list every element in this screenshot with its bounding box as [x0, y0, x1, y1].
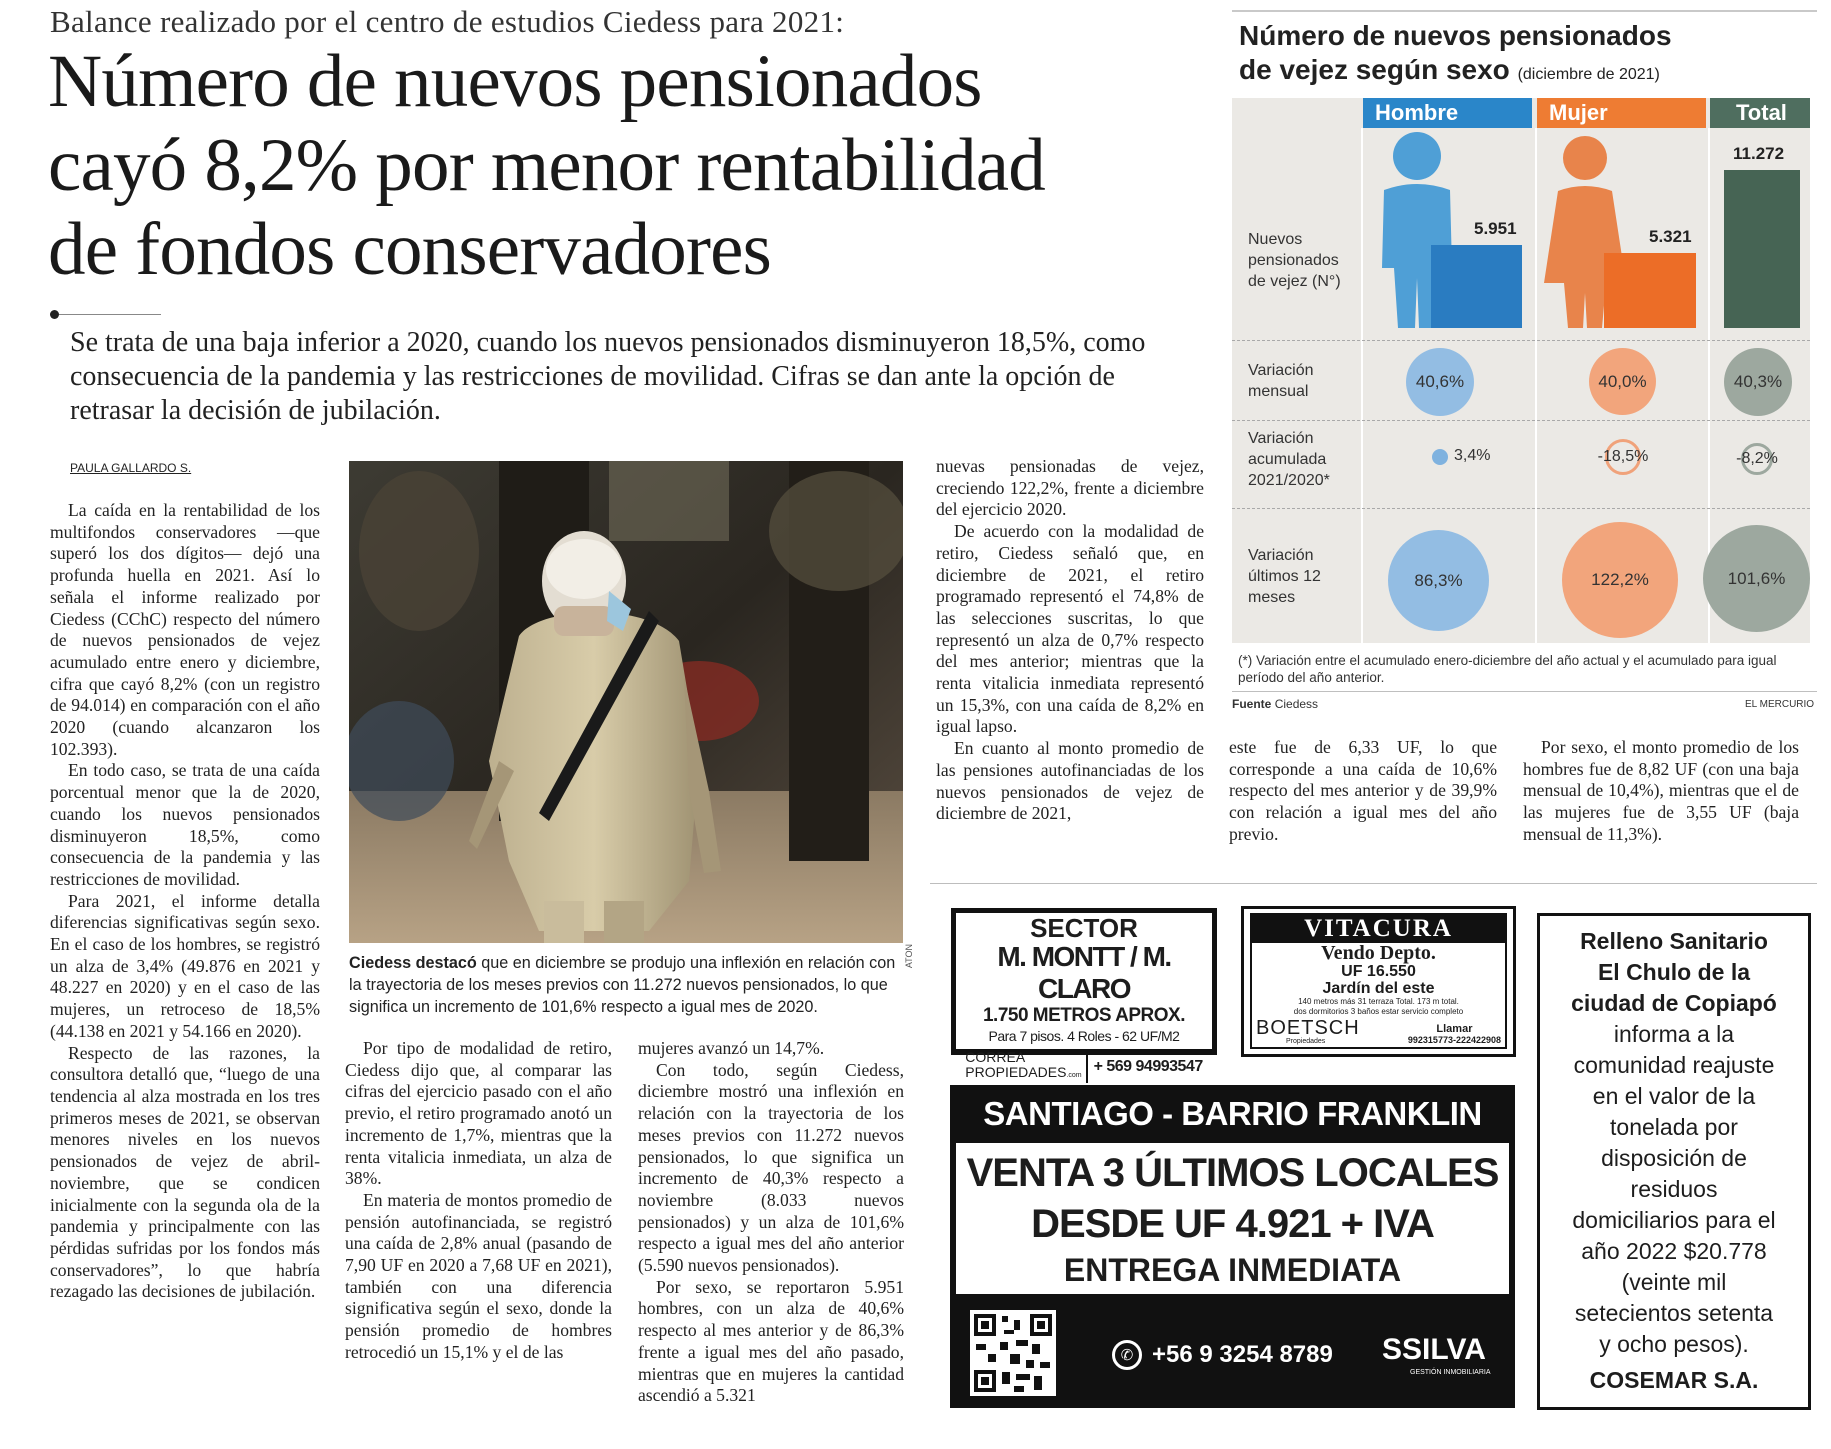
ad4-signature: COSEMAR S.A. — [1589, 1367, 1759, 1393]
infographic-title — [1239, 19, 1672, 92]
ad3-line1: VENTA 3 ÚLTIMOS LOCALES — [966, 1151, 1499, 1195]
column-divider — [1361, 128, 1363, 643]
column-header-hombre: Hombre — [1363, 98, 1532, 128]
ad2-brand-block — [1256, 1018, 1360, 1045]
row-divider — [1232, 420, 1810, 421]
headline-line: Número de nuevos pensionados — [48, 40, 982, 123]
ad4-body-line: comunidad reajuste — [1573, 1052, 1775, 1078]
article-column-2 — [345, 1038, 612, 1364]
ad3-line3: ENTREGA INMEDIATA — [1063, 1252, 1402, 1288]
ad2-line2: UF 16.550 — [1341, 963, 1416, 980]
ad4-body-line: disposición de — [1601, 1145, 1747, 1171]
ad3-line2: DESDE UF 4.921 + IVA — [1031, 1202, 1434, 1246]
row-label-acumulada: Variación acumulada 2021/2020* — [1248, 430, 1330, 489]
ad1-brand2: PROPIEDADES — [965, 1064, 1067, 1080]
caption-bold: Ciedess destacó — [349, 954, 477, 972]
paragraph: Por sexo, el monto promedio de los hombres fue de 8,82 UF (con una baja mensual de 10,4%), mientras que el de las mujeres fue de 3,55 UF (baja mensual de 11,3%). — [1523, 737, 1799, 844]
infographic-source — [1232, 697, 1318, 711]
paragraph: nuevas pensionadas de vejez, creciendo 122,2%, frente a diciembre del ejercicio 2020. — [936, 456, 1204, 520]
ad4-body-line: (veinte mil — [1621, 1269, 1727, 1295]
ad4-body-line: residuos — [1630, 1176, 1718, 1202]
ad-barrio-franklin[interactable] — [950, 1085, 1515, 1408]
paragraph: este fue de 6,33 UF, lo que corresponde a una caída de 10,6% respecto del mes anterior y de 39,9% con relación a igual mes del año previo. — [1229, 737, 1497, 844]
ad1-brand2-row — [965, 1065, 1081, 1083]
infographic-top-rule — [1232, 10, 1817, 12]
ad1-brand1: CORREA — [965, 1049, 1026, 1065]
standfirst: Se trata de una baja inferior a 2020, cuando los nuevos pensionados disminuyeron 18,5%, como consecuencia de la pandemia y las restricciones de movilidad. Cifras se dan ante la opción de retrasar la decisión de jubilación. — [70, 327, 1146, 426]
infographic-subtitle: (diciembre de 2021) — [1517, 66, 1660, 83]
paragraph: Para 2021, el informe detalla diferencias significativas según sexo. En el caso de los hombres, se registró un alza de 3,4% (49.876 en 2021 y 48.227 en 2020) y en el caso de las mujeres, un retroceso de 18,5% (44.138 en 2021 y 54.166 en 2020). — [50, 890, 320, 1041]
ad1-line2: M. MONTT / M. CLARO — [997, 941, 1171, 1004]
ad2-line3: Jardín del este — [1322, 980, 1435, 997]
ad4-body-line: setecientos setenta — [1574, 1300, 1774, 1326]
ads-separator — [930, 883, 1817, 884]
bubble-acumulada-hombre — [1432, 449, 1448, 465]
ad-sector-montt[interactable] — [951, 908, 1217, 1080]
article-column-1 — [50, 500, 320, 1303]
article-column-6 — [1523, 737, 1799, 846]
ad4-heading-line: El Chulo de la — [1597, 959, 1751, 985]
infographic-bottom-rule — [1232, 691, 1817, 692]
ad1-line4: Para 7 pisos. 4 Roles - 62 UF/M2 — [988, 1028, 1180, 1044]
row-label-mensual: Variación mensual — [1248, 362, 1314, 400]
paragraph: En todo caso, se trata de una caída porcentual menor que la de 2020, cuando los nuevos pensionados disminuyeron 18,5%, como consecuencia de la pandemia y las restricciones de movilidad. — [50, 760, 320, 889]
source-label: Fuente — [1232, 697, 1272, 711]
headline-line: cayó 8,2% por menor rentabilidad — [48, 124, 1045, 207]
ad3-brand: SSILVA — [1382, 1333, 1486, 1366]
ad2-brand: BOETSCH — [1256, 1017, 1360, 1039]
paragraph: De acuerdo con la modalidad de retiro, Ciedess señaló que, en diciembre de 2021, el retiro programado representó el 74,8% de las selecciones suscritas, lo que representó un alza de 0,7% respecto del mes anterior; mientras que la renta vitalicia inmediata representó un 15,3%, con una caída de 8,2% en igual lapso. — [936, 521, 1204, 737]
column-header-mujer: Mujer — [1537, 98, 1706, 128]
ad2-brand-sub: Propiedades — [1286, 1038, 1326, 1045]
ad2-title: VITACURA — [1252, 915, 1505, 943]
rule-bullet — [50, 310, 59, 319]
paragraph: Por tipo de modalidad de retiro, Ciedess dijo que, al comparar las cifras del ejercicio pasado con el año previo, el retiro programado anotó un incremento de 1,7%, mientras que la renta vitalicia inmediata, un alza de 38%. — [345, 1038, 612, 1189]
paragraph: En materia de montos promedio de pensión autofinanciada, se registró una caída de 2,8% anual (pasando de 7,90 UF en 2020 a 7,68 UF en 2021), también con una diferencia significativa según el sexo, donde la pensión promedio de hombres retrocedió un 15,1% y el de las — [345, 1189, 612, 1362]
ad4-heading-line: ciudad de Copiapó — [1571, 990, 1777, 1016]
ad4-body-line: domiciliarios para el — [1572, 1207, 1776, 1233]
ad3-brand-sub: GESTIÓN INMOBILIARIA — [1410, 1369, 1491, 1376]
ad1-line1: SECTOR — [1030, 913, 1138, 943]
value-acumulada-hombre: 3,4% — [1454, 447, 1491, 464]
ad1-line3: 1.750 METROS APROX. — [982, 1005, 1186, 1026]
ad4-body-line: tonelada por — [1610, 1114, 1738, 1140]
ad4-body-line: año 2022 $20.778 — [1581, 1238, 1767, 1264]
paragraph: La caída en la rentabilidad de los multifondos conservadores —que superó los dos dígitos— dejó una profunda huella en 2021. Así lo señala el informe realizado por Ciedess (CChC) respecto del número de nuevos pensionados de vejez acumulado entre enero y diciembre, cifra que cayó 8,2% (con un registro de 94.014) en comparación con el año 2020 (cuando alcanzaron los 102.393). — [50, 500, 320, 759]
bar-label-mujer: 5.321 — [1649, 227, 1692, 246]
article-photo — [349, 461, 903, 943]
column-divider — [1535, 128, 1537, 643]
row-divider — [1232, 508, 1810, 509]
bubble-mensual-hombre: 40,6% — [1406, 348, 1474, 416]
photo-elderly-man-walking — [349, 461, 903, 943]
ad3-header: SANTIAGO - BARRIO FRANKLIN — [983, 1095, 1482, 1132]
article-column-5 — [1229, 737, 1497, 846]
article-column-3 — [638, 1038, 904, 1407]
ad1-brand3: .com — [1066, 1072, 1082, 1079]
ad4-body-line: en el valor de la — [1592, 1083, 1756, 1109]
paragraph: Con todo, según Ciedess, diciembre mostró una inflexión en relación con la trayectoria de los meses previos con 11.272 nuevos pensionados, lo que significa un incremento de 40,3% respecto a noviembre (8.033 nuevos pensionados) y un alza de 101,6% respecto a igual mes del año anterior (5.590 nuevos pensionados). — [638, 1059, 904, 1276]
phone-icon: ✆ — [1112, 1340, 1142, 1370]
bar-label-total: 11.272 — [1733, 144, 1785, 163]
ad-vitacura[interactable] — [1241, 906, 1516, 1057]
bubble-doce-total: 101,6% — [1703, 525, 1810, 632]
rule-line — [59, 314, 161, 315]
qr-code-icon[interactable] — [970, 1310, 1056, 1396]
ad2-contact — [1408, 1023, 1501, 1045]
headline — [48, 40, 1208, 292]
bubble-acumulada-mujer: -18,5% — [1605, 439, 1641, 475]
row-label-doce: Variación últimos 12 meses — [1248, 547, 1321, 606]
infographic-title-line: de vejez según sexo — [1239, 54, 1510, 85]
photo-caption — [349, 952, 909, 1018]
ad2-line4: 140 metros más 31 terraza Total. 173 m total. — [1298, 997, 1459, 1006]
bubble-mensual-total: 40,3% — [1724, 348, 1792, 416]
ad2-line5: dos dormitorios 3 baños estar servicio completo — [1293, 1007, 1464, 1016]
ad-relleno-sanitario[interactable] — [1537, 913, 1811, 1410]
ad2-line1: Vendo Depto. — [1321, 942, 1436, 964]
headline-line: de fondos conservadores — [48, 208, 772, 291]
bubble-doce-mujer: 122,2% — [1562, 522, 1678, 638]
infographic-note: (*) Variación entre el acumulado enero-diciembre del año actual y el acumulado para igual período del año anterior. — [1238, 653, 1777, 685]
ad4-heading — [1540, 926, 1808, 1019]
bubble-doce-hombre: 86,3% — [1388, 530, 1489, 631]
photo-credit: ATON — [904, 944, 914, 969]
paragraph: Respecto de las razones, la consultora detalló que, “luego de una tendencia al alza mostrada en los tres primeros meses de 2021, se observan menores niveles en los nuevos pensionados de vejez de abril-noviembre, que se condicen inicialmente con la segunda ola de la pandemia y principalmente con las pérdidas sufridas por los fondos más conservadores”, lo que habría rezagado las decisiones de jubilación. — [50, 1042, 320, 1302]
ad3-white-panel — [956, 1143, 1509, 1294]
column-header-total: Total — [1710, 98, 1810, 128]
bar-label-hombre: 5.951 — [1474, 219, 1517, 238]
bar-total — [1724, 170, 1800, 328]
kicker: Balance realizado por el centro de estudios Ciedess para 2021: — [50, 4, 845, 39]
ad2-frame — [1250, 913, 1507, 1049]
newspaper-name: EL MERCURIO — [1745, 699, 1815, 710]
bubble-mensual-mujer: 40,0% — [1589, 348, 1656, 415]
ad1-brand — [965, 1050, 1087, 1083]
bar-hombre — [1431, 245, 1522, 328]
ad1-phone[interactable]: + 569 94993547 — [1093, 1057, 1203, 1075]
source-value: Ciedess — [1274, 697, 1319, 711]
paragraph: En cuanto al monto promedio de las pensiones autofinanciadas de los nuevos pensionados de vejez de diciembre de 2021, — [936, 738, 1204, 824]
infographic-title-line: Número de nuevos pensionados — [1239, 20, 1672, 51]
row-label-nuevos: Nuevos pensionados de vejez (N°) — [1248, 231, 1341, 290]
paragraph: Por sexo, se reportaron 5.951 hombres, con un alza de 40,6% respecto al mes anterior y de 86,3% frente a igual mes del año pasado, mientras que en mujeres la cantidad ascendió a 5.321 — [638, 1276, 904, 1406]
ad4-heading-line: Relleno Sanitario — [1580, 928, 1768, 954]
bar-mujer — [1604, 253, 1696, 328]
paragraph: mujeres avanzó un 14,7%. — [638, 1038, 825, 1058]
ad3-phone[interactable]: +56 9 3254 8789 — [1152, 1341, 1333, 1368]
article-column-4 — [936, 456, 1204, 825]
ad4-body — [1540, 1019, 1808, 1360]
ad4-body-line: y ocho pesos). — [1599, 1331, 1749, 1357]
ad2-phone[interactable]: 992315773-222422908 — [1407, 1035, 1501, 1045]
row-divider — [1232, 340, 1810, 341]
ad4-body-line: informa a la — [1613, 1021, 1735, 1047]
caption-text: que en diciembre se produjo una inflexión en relación con la trayectoria de los meses previos con 11.272 nuevos pensionados, lo que significa un incremento de 101,6% respecto a igual mes de 2020. — [349, 954, 896, 1016]
byline: PAULA GALLARDO S. — [70, 461, 192, 475]
bubble-acumulada-total: -8,2% — [1741, 443, 1773, 475]
ad2-call: Llamar — [1436, 1023, 1473, 1035]
